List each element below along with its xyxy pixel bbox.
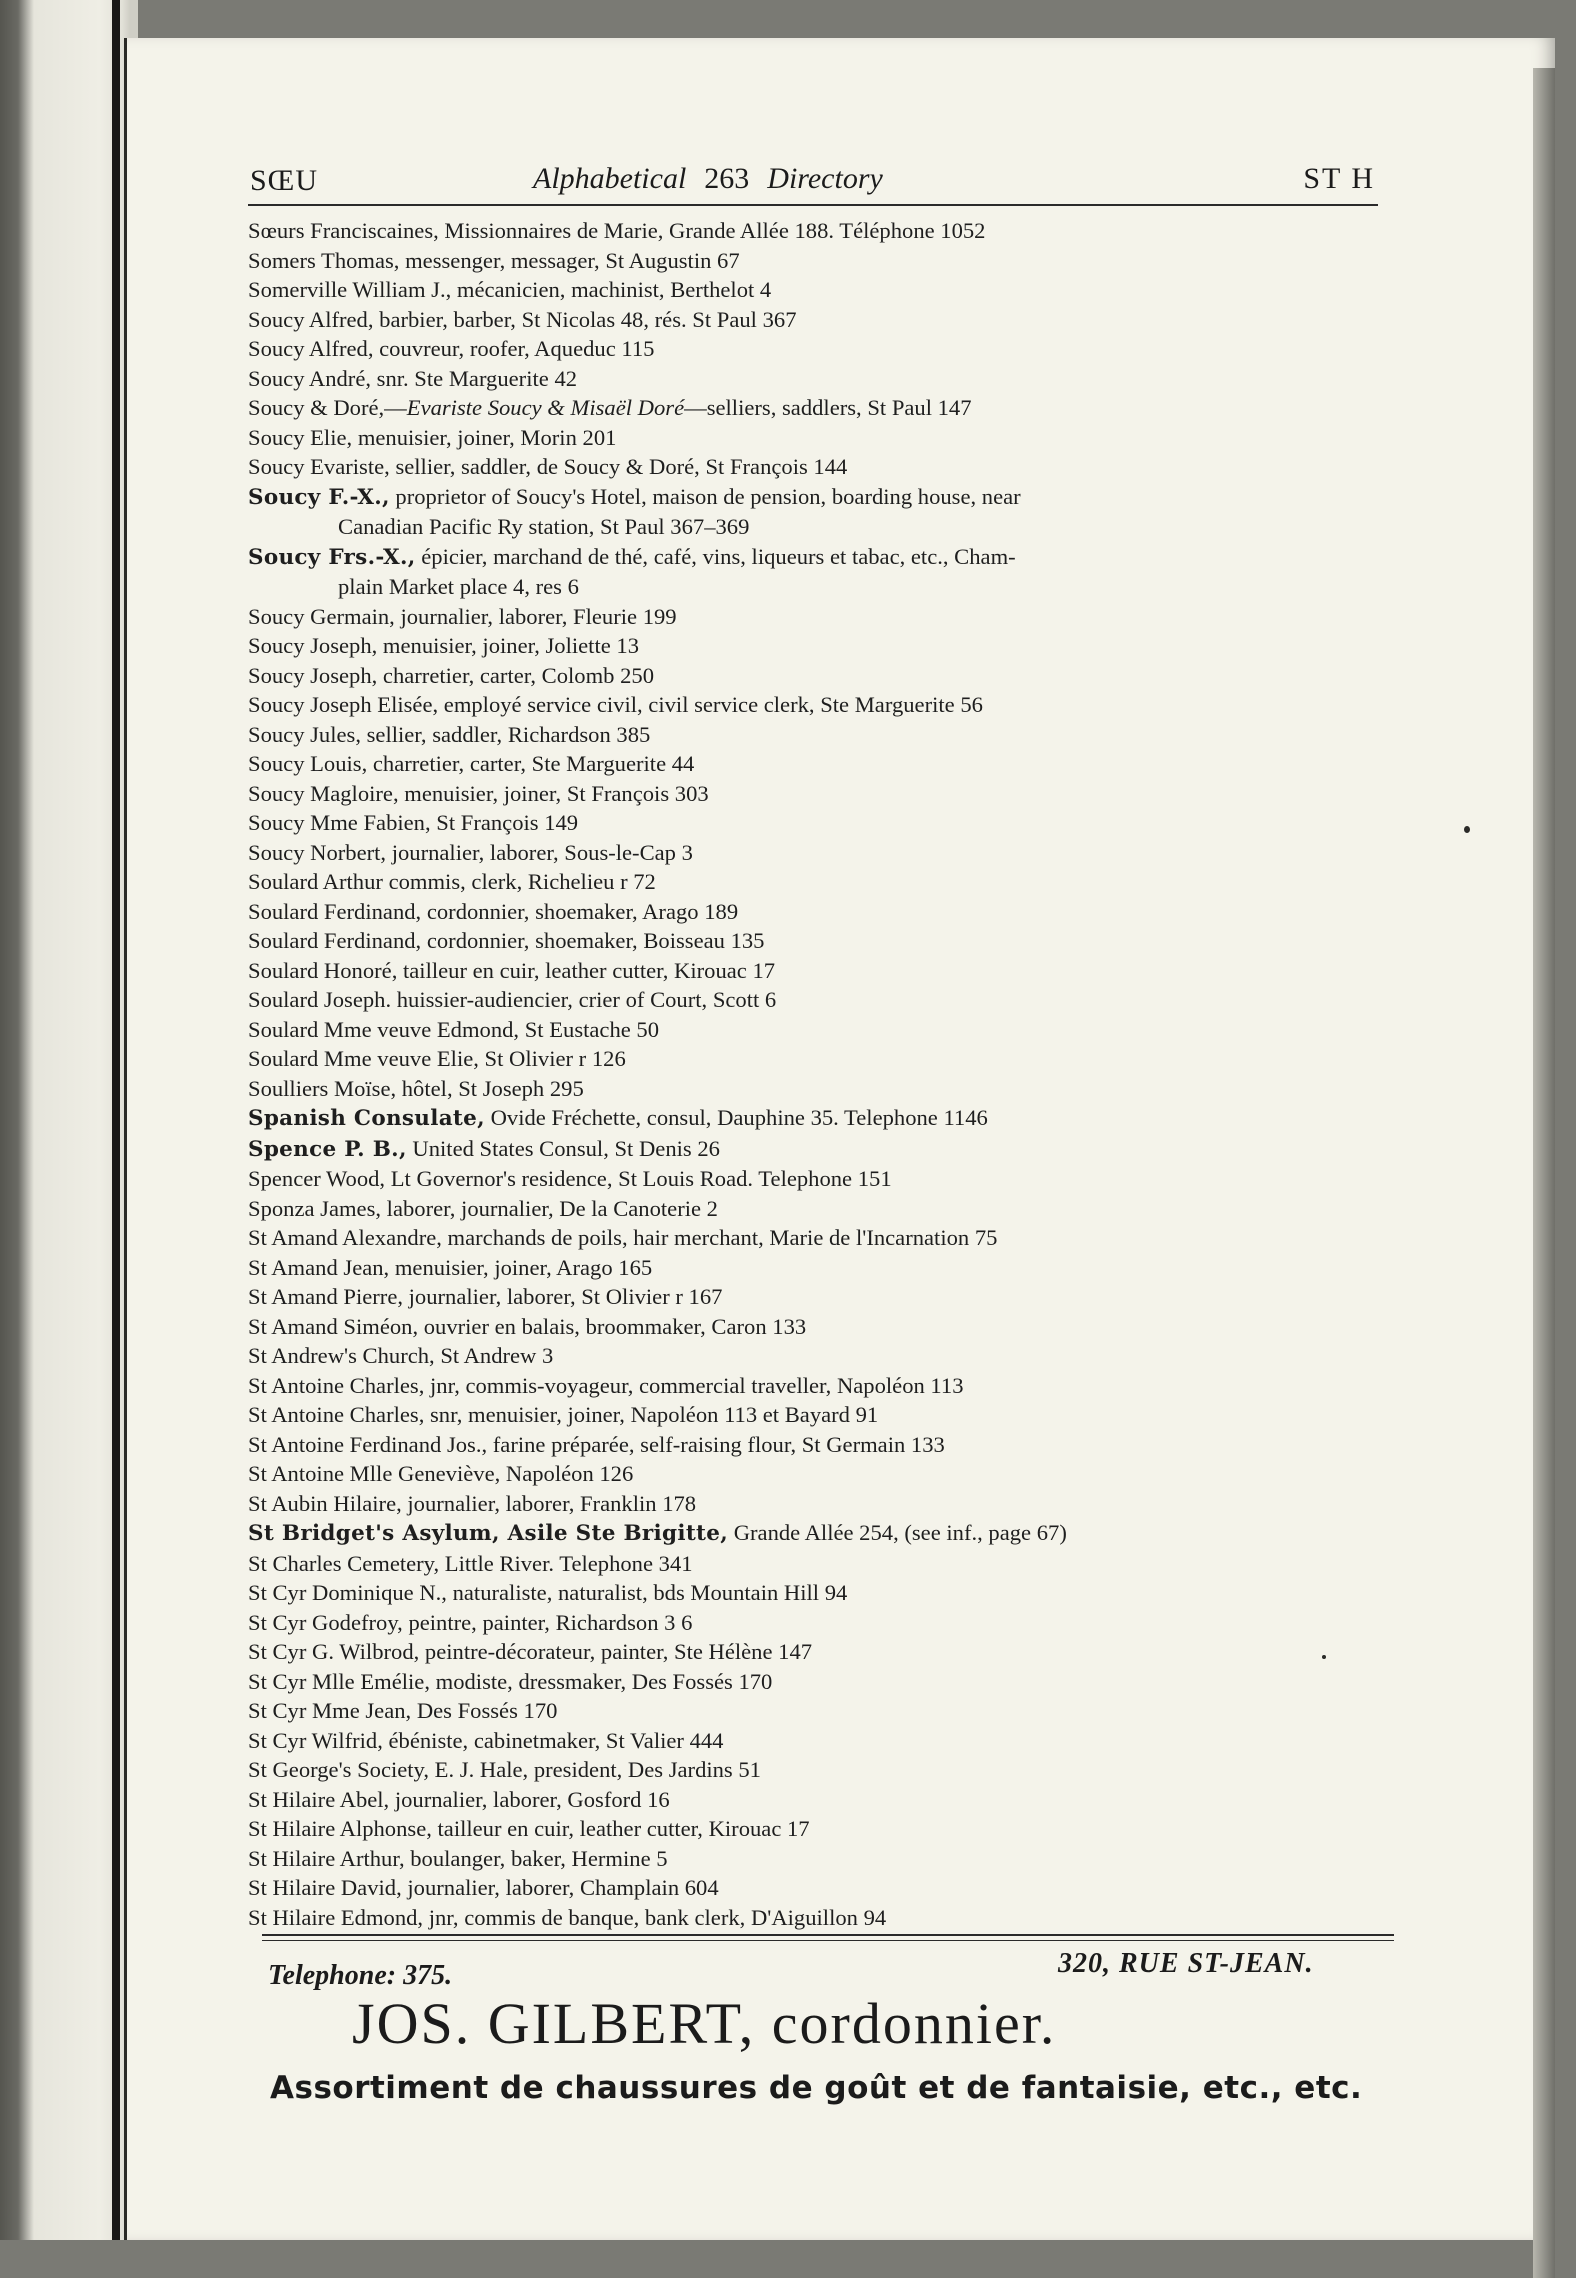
- directory-entry: [248, 1489, 1398, 1519]
- entry-text: Soulard Mme veuve Edmond, St Eustache 50: [248, 1016, 660, 1042]
- directory-entry: [248, 1785, 1398, 1815]
- entry-text: Soucy Joseph, charretier, carter, Colomb 250: [248, 662, 655, 688]
- directory-entry: [248, 1134, 1398, 1165]
- directory-entry: [248, 1518, 1398, 1549]
- directory-entry: [248, 720, 1398, 750]
- entry-text: Soucy Evariste, sellier, saddler, de Soucy & Doré, St François 144: [248, 454, 848, 479]
- entry-text: St Amand Siméon, ouvrier en balais, broommaker, Caron 133: [248, 1313, 807, 1339]
- directory-entry: [248, 838, 1398, 868]
- directory-entry: [248, 602, 1398, 632]
- entry-text: St Hilaire Edmond, jnr, commis de banque, bank clerk, D'Aiguillon 94: [248, 1904, 887, 1930]
- directory-entry: [248, 275, 1398, 305]
- directory-entry: [248, 1696, 1398, 1726]
- entry-text: St Aubin Hilaire, journalier, laborer, Franklin 178: [248, 1490, 697, 1516]
- directory-entry: [248, 1103, 1398, 1134]
- directory-entry: [248, 364, 1398, 394]
- entry-text: Soulard Ferdinand, cordonnier, shoemaker, Boisseau 135: [248, 928, 765, 953]
- entry-text: Soulard Ferdinand, cordonnier, shoemaker, Arago 189: [248, 898, 739, 924]
- directory-entry: [248, 1873, 1398, 1903]
- directory-entry: [248, 1194, 1398, 1224]
- directory-entry: [248, 661, 1398, 691]
- ad-business-name: JOS. GILBERT, cordonnier.: [352, 1991, 1057, 2056]
- page-edge-shadow: [1533, 68, 1555, 2278]
- entry-text: Spencer Wood, Lt Governor's residence, St Louis Road. Telephone 151: [248, 1166, 892, 1191]
- directory-entry: [248, 1282, 1398, 1312]
- entry-text: St Antoine Charles, snr, menuisier, joiner, Napoléon 113 et Bayard 91: [248, 1402, 879, 1427]
- directory-entry: [248, 1371, 1398, 1401]
- directory-entry: [248, 423, 1398, 453]
- print-speck: [1464, 826, 1470, 833]
- entry-text: Soulard Arthur commis, clerk, Richelieu r 72: [248, 869, 656, 894]
- entry-text: Soucy Mme Fabien, St François 149: [248, 810, 579, 835]
- directory-entry: [248, 956, 1398, 986]
- directory-entry: [248, 1459, 1398, 1489]
- entry-continuation: [248, 572, 1398, 602]
- entry-text: St Cyr Godefroy, peintre, painter, Richardson 3 6: [248, 1609, 693, 1635]
- book-binding: [112, 0, 120, 2240]
- directory-entry: [248, 1637, 1398, 1667]
- entry-text: Sponza James, laborer, journalier, De la Canoterie 2: [248, 1195, 718, 1221]
- entry-text: proprietor of Soucy's Hotel, maison de pension, boarding house, near: [389, 483, 1021, 509]
- entry-text: Soulard Mme veuve Elie, St Olivier r 126: [248, 1046, 626, 1071]
- directory-entry: [248, 1223, 1398, 1253]
- directory-entry: [248, 926, 1398, 956]
- print-speck: [1322, 1655, 1326, 1659]
- header-title-left: Alphabetical: [533, 162, 687, 195]
- directory-entry: [248, 1015, 1398, 1045]
- entry-text: St Antoine Mlle Geneviève, Napoléon 126: [248, 1461, 634, 1486]
- entry-text: St Hilaire Alphonse, tailleur en cuir, leather cutter, Kirouac 17: [248, 1816, 810, 1841]
- entry-name-bold: Soucy Frs.-X.,: [248, 544, 416, 570]
- entry-text: St Antoine Ferdinand Jos., farine préparée, self-raising flour, St Germain 133: [248, 1431, 945, 1457]
- entry-text: Soucy Alfred, couvreur, roofer, Aqueduc 115: [248, 336, 655, 361]
- entry-text: plain Market place 4, res 6: [338, 574, 579, 599]
- entry-text: Grande Allée 254, (see inf., page 67): [728, 1520, 1067, 1545]
- directory-entry: [248, 1164, 1398, 1194]
- entry-text: Soucy Norbert, journalier, laborer, Sous-le-Cap 3: [248, 839, 693, 865]
- entry-text: Sœurs Franciscaines, Missionnaires de Marie, Grande Allée 188. Téléphone 1052: [248, 218, 986, 243]
- directory-entry: [248, 1726, 1398, 1756]
- entry-prefix: Soucy & Doré,—: [248, 395, 407, 420]
- entry-text: St Andrew's Church, St Andrew 3: [248, 1343, 554, 1368]
- directory-entry: [248, 452, 1398, 482]
- directory-entry: [248, 1549, 1398, 1579]
- directory-entry: [248, 1578, 1398, 1608]
- header-center: [533, 162, 883, 196]
- page-number: 263: [704, 162, 750, 195]
- entry-text: Soucy Jules, sellier, saddler, Richardson 385: [248, 721, 651, 747]
- entry-name-bold: Spanish Consulate,: [248, 1106, 485, 1131]
- entry-text: St Hilaire David, journalier, laborer, Champlain 604: [248, 1875, 719, 1900]
- entry-text: Ovide Fréchette, consul, Dauphine 35. Telephone 1146: [484, 1105, 988, 1130]
- entry-text: St George's Society, E. J. Hale, president, Des Jardins 51: [248, 1757, 761, 1782]
- directory-entry: [248, 1608, 1398, 1638]
- directory-entry: [248, 1844, 1398, 1874]
- entry-text: Soulard Joseph. huissier-audiencier, crier of Court, Scott 6: [248, 987, 777, 1012]
- running-head: [250, 160, 1375, 204]
- entry-text: St Cyr Wilfrid, ébéniste, cabinetmaker, St Valier 444: [248, 1727, 724, 1753]
- ad-telephone: Telephone: 375.: [268, 1960, 453, 1991]
- ad-tagline: Assortiment de chaussures de goût et de fantaisie, etc., etc.: [270, 2070, 1363, 2106]
- entry-italic: Evariste Soucy & Misaël Doré: [406, 395, 685, 420]
- entry-text: Soucy André, snr. Ste Marguerite 42: [248, 365, 578, 391]
- directory-entry: [248, 216, 1398, 246]
- ad-address: 320, RUE ST-JEAN.: [1058, 1948, 1314, 1979]
- header-right: ST H: [1303, 162, 1375, 195]
- directory-entry: [248, 808, 1398, 838]
- directory-entry: [248, 779, 1398, 809]
- entry-text: St Amand Pierre, journalier, laborer, St Olivier r 167: [248, 1284, 723, 1309]
- entry-text: St Amand Jean, menuisier, joiner, Arago 165: [248, 1254, 653, 1280]
- entry-text: St Amand Alexandre, marchands de poils, hair merchant, Marie de l'Incarnation 75: [248, 1225, 998, 1250]
- entry-text: Soucy Magloire, menuisier, joiner, St François 303: [248, 780, 709, 806]
- entry-continuation: [248, 512, 1398, 542]
- directory-entry: [248, 1903, 1398, 1933]
- directory-entry: [248, 542, 1398, 573]
- directory-entry: [248, 749, 1398, 779]
- entry-text: Soucy Alfred, barbier, barber, St Nicolas 48, rés. St Paul 367: [248, 306, 797, 332]
- directory-entry: [248, 985, 1398, 1015]
- entry-text: Somers Thomas, messenger, messager, St Augustin 67: [248, 247, 740, 273]
- directory-entry: [248, 1253, 1398, 1283]
- entry-text: St Hilaire Arthur, boulanger, baker, Hermine 5: [248, 1845, 668, 1871]
- entry-text: St Cyr G. Wilbrod, peintre-décorateur, painter, Ste Hélène 147: [248, 1639, 813, 1664]
- directory-entry: [248, 1430, 1398, 1460]
- entry-text: Soucy Joseph, menuisier, joiner, Joliette 13: [248, 633, 640, 658]
- entry-text: Soulliers Moïse, hôtel, St Joseph 295: [248, 1075, 584, 1101]
- entry-text: St Cyr Dominique N., naturaliste, naturalist, bds Mountain Hill 94: [248, 1580, 848, 1605]
- entry-name-bold: Spence P. B.,: [248, 1136, 407, 1162]
- directory-entry: [248, 690, 1398, 720]
- directory-entry: [248, 1400, 1398, 1430]
- entry-name-bold: St Bridget's Asylum, Asile Ste Brigitte,: [248, 1521, 729, 1546]
- directory-entry: [248, 1814, 1398, 1844]
- entry-text: épicier, marchand de thé, café, vins, liqueurs et tabac, etc., Cham-: [415, 543, 1016, 569]
- directory-entries: [248, 216, 1398, 1932]
- entry-text: St Charles Cemetery, Little River. Telephone 341: [248, 1550, 693, 1576]
- entry-text: —selliers, saddlers, St Paul 147: [684, 395, 972, 420]
- directory-entry: [248, 305, 1398, 335]
- directory-entry: [248, 1667, 1398, 1697]
- entry-text: Soucy Elie, menuisier, joiner, Morin 201: [248, 424, 617, 450]
- entry-text: St Cyr Mlle Emélie, modiste, dressmaker, Des Fossés 170: [248, 1668, 773, 1694]
- entry-text: St Hilaire Abel, journalier, laborer, Gosford 16: [248, 1786, 670, 1812]
- entry-text: Somerville William J., mécanicien, machinist, Berthelot 4: [248, 277, 772, 302]
- directory-entry: [248, 867, 1398, 897]
- entry-text: United States Consul, St Denis 26: [406, 1135, 720, 1161]
- entry-text: Soucy Louis, charretier, carter, Ste Marguerite 44: [248, 751, 695, 776]
- entry-name-bold: Soucy F.-X.,: [248, 484, 390, 510]
- directory-entry: [248, 897, 1398, 927]
- entry-text: Soulard Honoré, tailleur en cuir, leather cutter, Kirouac 17: [248, 957, 776, 983]
- footer-rule: [262, 1934, 1394, 1936]
- directory-entry: [248, 482, 1398, 513]
- header-rule: [248, 204, 1378, 206]
- entry-text: Canadian Pacific Ry station, St Paul 367–369: [338, 514, 750, 539]
- directory-entry: [248, 246, 1398, 276]
- entry-text: St Antoine Charles, jnr, commis-voyageur, commercial traveller, Napoléon 113: [248, 1372, 964, 1398]
- directory-entry: [248, 1312, 1398, 1342]
- directory-entry: [248, 1341, 1398, 1371]
- directory-entry: [248, 393, 1398, 423]
- entry-text: Soucy Germain, journalier, laborer, Fleurie 199: [248, 603, 677, 629]
- directory-entry: [248, 1074, 1398, 1104]
- entry-text: St Cyr Mme Jean, Des Fossés 170: [248, 1698, 558, 1723]
- directory-entry: [248, 334, 1398, 364]
- entry-text: Soucy Joseph Elisée, employé service civil, civil service clerk, Ste Marguerite 56: [248, 692, 983, 717]
- header-title-right: Directory: [767, 162, 883, 195]
- directory-entry: [248, 631, 1398, 661]
- directory-entry: [248, 1755, 1398, 1785]
- header-left: SŒU: [250, 164, 319, 197]
- directory-entry: [248, 1044, 1398, 1074]
- footer-rule-thin: [262, 1940, 1394, 1941]
